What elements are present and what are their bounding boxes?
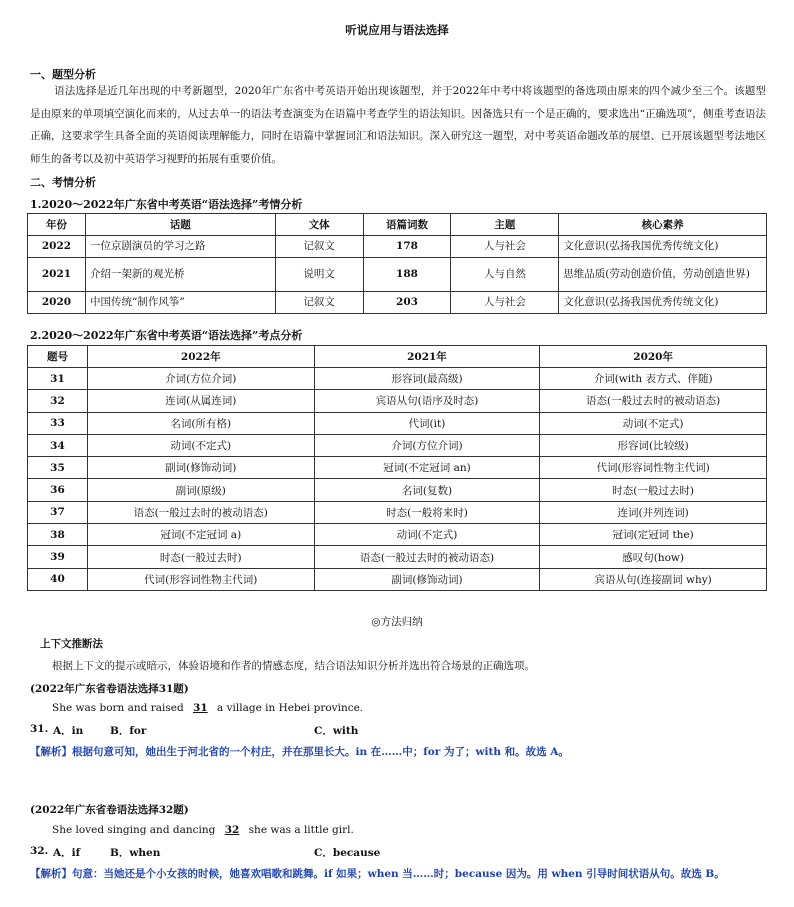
table2-caption: 2.2020～2022年广东省中考英语“语法选择”考点分析	[30, 329, 303, 342]
table-cell: 39	[28, 546, 88, 568]
table-row	[28, 258, 767, 292]
table-row	[28, 524, 767, 546]
table-row	[28, 457, 767, 479]
exam-points-table	[27, 345, 767, 591]
q32-analysis-label: 【解析】	[30, 868, 72, 880]
table2-header-cell: 2021年	[314, 346, 540, 368]
table-cell: 代词(形容词性物主代词)	[540, 457, 767, 479]
table1-header-cell: 主题	[451, 214, 559, 236]
q32-blank: 32	[224, 824, 240, 836]
table-cell: 时态(一般过去时)	[540, 479, 767, 501]
table-cell: 文化意识(弘扬我国优秀传统文化)	[559, 236, 767, 258]
method-description: 根据上下文的提示或暗示，体验语境和作者的情感态度，结合语法知识分析并选出符合场景的正确选项。	[52, 660, 535, 672]
table-row	[28, 412, 767, 434]
q31-option-b: B．for	[110, 725, 147, 737]
table-cell: 名词(复数)	[314, 479, 540, 501]
table-cell: 说明文	[275, 258, 363, 292]
q31-analysis-label: 【解析】	[30, 746, 72, 758]
table-cell: 介词(方位介词)	[314, 434, 540, 456]
analysis-paragraph	[30, 80, 766, 170]
q31-analysis	[30, 744, 569, 759]
table1-header-cell: 文体	[275, 214, 363, 236]
q32-sentence-before: She loved singing and dancing	[52, 824, 216, 836]
table-cell: 时态(一般将来时)	[314, 501, 540, 523]
table-cell: 介词(方位介词)	[87, 368, 314, 390]
page-title: 听说应用与语法选择	[345, 23, 449, 37]
table-row	[28, 479, 767, 501]
q31-sentence-before: She was born and raised	[52, 702, 184, 714]
q32-option-c: C．because	[314, 847, 381, 859]
table-row	[28, 390, 767, 412]
table-cell: 2020	[28, 292, 86, 314]
method-subheading: 上下文推断法	[40, 638, 103, 650]
q32-number: 32.	[30, 845, 49, 857]
table-cell: 2022	[28, 236, 86, 258]
q31-sentence	[52, 702, 363, 714]
table-cell: 178	[363, 236, 451, 258]
table1-header-cell: 年份	[28, 214, 86, 236]
table-cell: 宾语从句(连接副词 why)	[540, 568, 767, 590]
table1-body	[28, 236, 767, 314]
table-cell: 动词(不定式)	[87, 434, 314, 456]
q31-number: 31.	[30, 723, 49, 735]
table-cell: 188	[363, 258, 451, 292]
table-cell: 34	[28, 434, 88, 456]
q32-analysis	[30, 866, 725, 881]
table-cell: 连词(从属连词)	[87, 390, 314, 412]
table1-header-cell: 话题	[85, 214, 275, 236]
table-cell: 32	[28, 390, 88, 412]
q31-option-c: C．with	[314, 725, 359, 737]
table-cell: 人与自然	[451, 258, 559, 292]
table2-body	[28, 368, 767, 591]
q32-sentence-after: she was a little girl.	[248, 824, 354, 836]
table-cell: 时态(一般过去时)	[87, 546, 314, 568]
q32-analysis-text: 句意：当她还是个小女孩的时候，她喜欢唱歌和跳舞。if 如果；when 当……时；because 因为。用 when 引导时间状语从句。故选 B。	[72, 868, 725, 880]
q31-source: (2022年广东省卷语法选择31题)	[30, 683, 189, 695]
table-cell: 语态(一般过去时的被动语态)	[540, 390, 767, 412]
table-row	[28, 236, 767, 258]
table-cell: 语态(一般过去时的被动语态)	[314, 546, 540, 568]
table1-header-row	[28, 214, 767, 236]
table-cell: 冠词(不定冠词 a)	[87, 524, 314, 546]
table-cell: 副词(原级)	[87, 479, 314, 501]
table-cell: 动词(不定式)	[540, 412, 767, 434]
table-row	[28, 368, 767, 390]
section-heading-analysis: 一、题型分析	[30, 68, 96, 81]
q32-option-b: B．when	[110, 847, 161, 859]
table-cell: 文化意识(弘扬我国优秀传统文化)	[559, 292, 767, 314]
table-cell: 记叙文	[275, 236, 363, 258]
table-row	[28, 434, 767, 456]
table-cell: 副词(修饰动词)	[87, 457, 314, 479]
table-cell: 思维品质(劳动创造价值，劳动创造世界)	[559, 258, 767, 292]
table-cell: 35	[28, 457, 88, 479]
table-cell: 连词(并列连词)	[540, 501, 767, 523]
table1-header-cell: 核心素养	[559, 214, 767, 236]
q32-source: (2022年广东省卷语法选择32题)	[30, 804, 189, 816]
table2-header-cell: 2020年	[540, 346, 767, 368]
table-cell: 感叹句(how)	[540, 546, 767, 568]
table-cell: 记叙文	[275, 292, 363, 314]
table2-header-cell: 2022年	[87, 346, 314, 368]
table-row	[28, 568, 767, 590]
q32-option-a: A．if	[53, 847, 81, 859]
table-cell: 2021	[28, 258, 86, 292]
table-cell: 37	[28, 501, 88, 523]
q31-blank: 31	[193, 702, 208, 714]
table1-caption: 1.2020～2022年广东省中考英语“语法选择”考情分析	[30, 198, 303, 211]
table-cell: 203	[363, 292, 451, 314]
table-cell: 名词(所有格)	[87, 412, 314, 434]
table-cell: 人与社会	[451, 292, 559, 314]
table-cell: 副词(修饰动词)	[314, 568, 540, 590]
exam-overview-table	[27, 213, 767, 314]
table-cell: 形容词(比较级)	[540, 434, 767, 456]
table-cell: 38	[28, 524, 88, 546]
table-row	[28, 501, 767, 523]
table-row	[28, 546, 767, 568]
table-cell: 人与社会	[451, 236, 559, 258]
table-cell: 动词(不定式)	[314, 524, 540, 546]
table-cell: 40	[28, 568, 88, 590]
table-row	[28, 292, 767, 314]
table-cell: 33	[28, 412, 88, 434]
table-cell: 宾语从句(语序及时态)	[314, 390, 540, 412]
table-cell: 冠词(不定冠词 an)	[314, 457, 540, 479]
q31-sentence-after: a village in Hebei province.	[217, 702, 364, 714]
table-cell: 语态(一般过去时的被动语态)	[87, 501, 314, 523]
table-cell: 代词(形容词性物主代词)	[87, 568, 314, 590]
table-cell: 冠词(定冠词 the)	[540, 524, 767, 546]
table-cell: 36	[28, 479, 88, 501]
q32-sentence	[52, 824, 354, 836]
table2-header-cell: 题号	[28, 346, 88, 368]
table-cell: 31	[28, 368, 88, 390]
table2-header-row	[28, 346, 767, 368]
table1-header-cell: 语篇词数	[363, 214, 451, 236]
table-cell: 介词(with 表方式、伴随)	[540, 368, 767, 390]
table-cell: 中国传统“制作风筝”	[85, 292, 275, 314]
q31-option-a: A．in	[53, 725, 84, 737]
table-cell: 形容词(最高级)	[314, 368, 540, 390]
table-cell: 介绍一架新的观光桥	[85, 258, 275, 292]
analysis-paragraph-text: 语法选择是近几年出现的中考新题型，2020年广东省中考英语开始出现该题型，并于2022年中考中将该题型的备选项由原来的四个减少至三个。该题型是由原来的单项填空演化而来的，从过去单一的语法考查演变为在语篇中考查学生的语法知识。因备选只有一个是正确的，要求选出“正确选项”，侧重考查语法正确，这要求学生具备全面的英语阅读理解能力，同时在语篇中掌握词汇和语法知识。深入研究这一题型，对中考英语命题改革的展望、已开展该题型考法地区师生的备考以及初中英语学习视野的拓展有重要价值。	[30, 85, 766, 165]
table-cell: 一位京剧演员的学习之路	[85, 236, 275, 258]
q31-analysis-text: 根据句意可知，她出生于河北省的一个村庄，并在那里长大。in 在……中；for 为了；with 和。故选 A。	[72, 746, 569, 758]
table-cell: 代词(it)	[314, 412, 540, 434]
method-heading: ◎方法归纳	[371, 616, 423, 628]
section-heading-exam: 二、考情分析	[30, 176, 96, 189]
